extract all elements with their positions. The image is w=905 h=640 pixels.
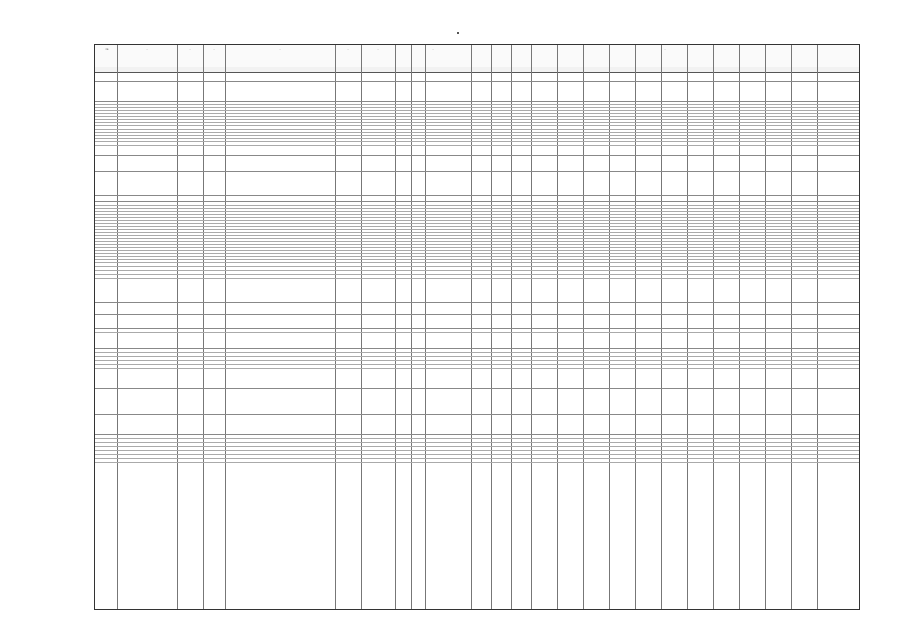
table-row [95,332,859,349]
data-table [94,44,860,610]
page-dot [457,32,459,34]
header-col-period: … [346,48,350,51]
table-header [95,45,859,68]
table-row [95,171,859,196]
table-row [95,81,859,102]
header-col-resp: … [376,48,380,51]
table-row [95,458,859,463]
header-col-flag: … [212,48,216,51]
table-row [95,155,859,172]
table-row [95,368,859,389]
table-row [95,314,859,329]
header-col-method: … [278,48,282,51]
table-row [95,388,859,415]
table-row [95,278,859,303]
header-col-no: № [105,48,109,51]
header-col-code: … [431,48,435,51]
header-col-unit: … [188,48,192,51]
header-col-years: … [663,48,667,51]
table-row [95,414,859,435]
header-col-name: … [145,48,149,51]
